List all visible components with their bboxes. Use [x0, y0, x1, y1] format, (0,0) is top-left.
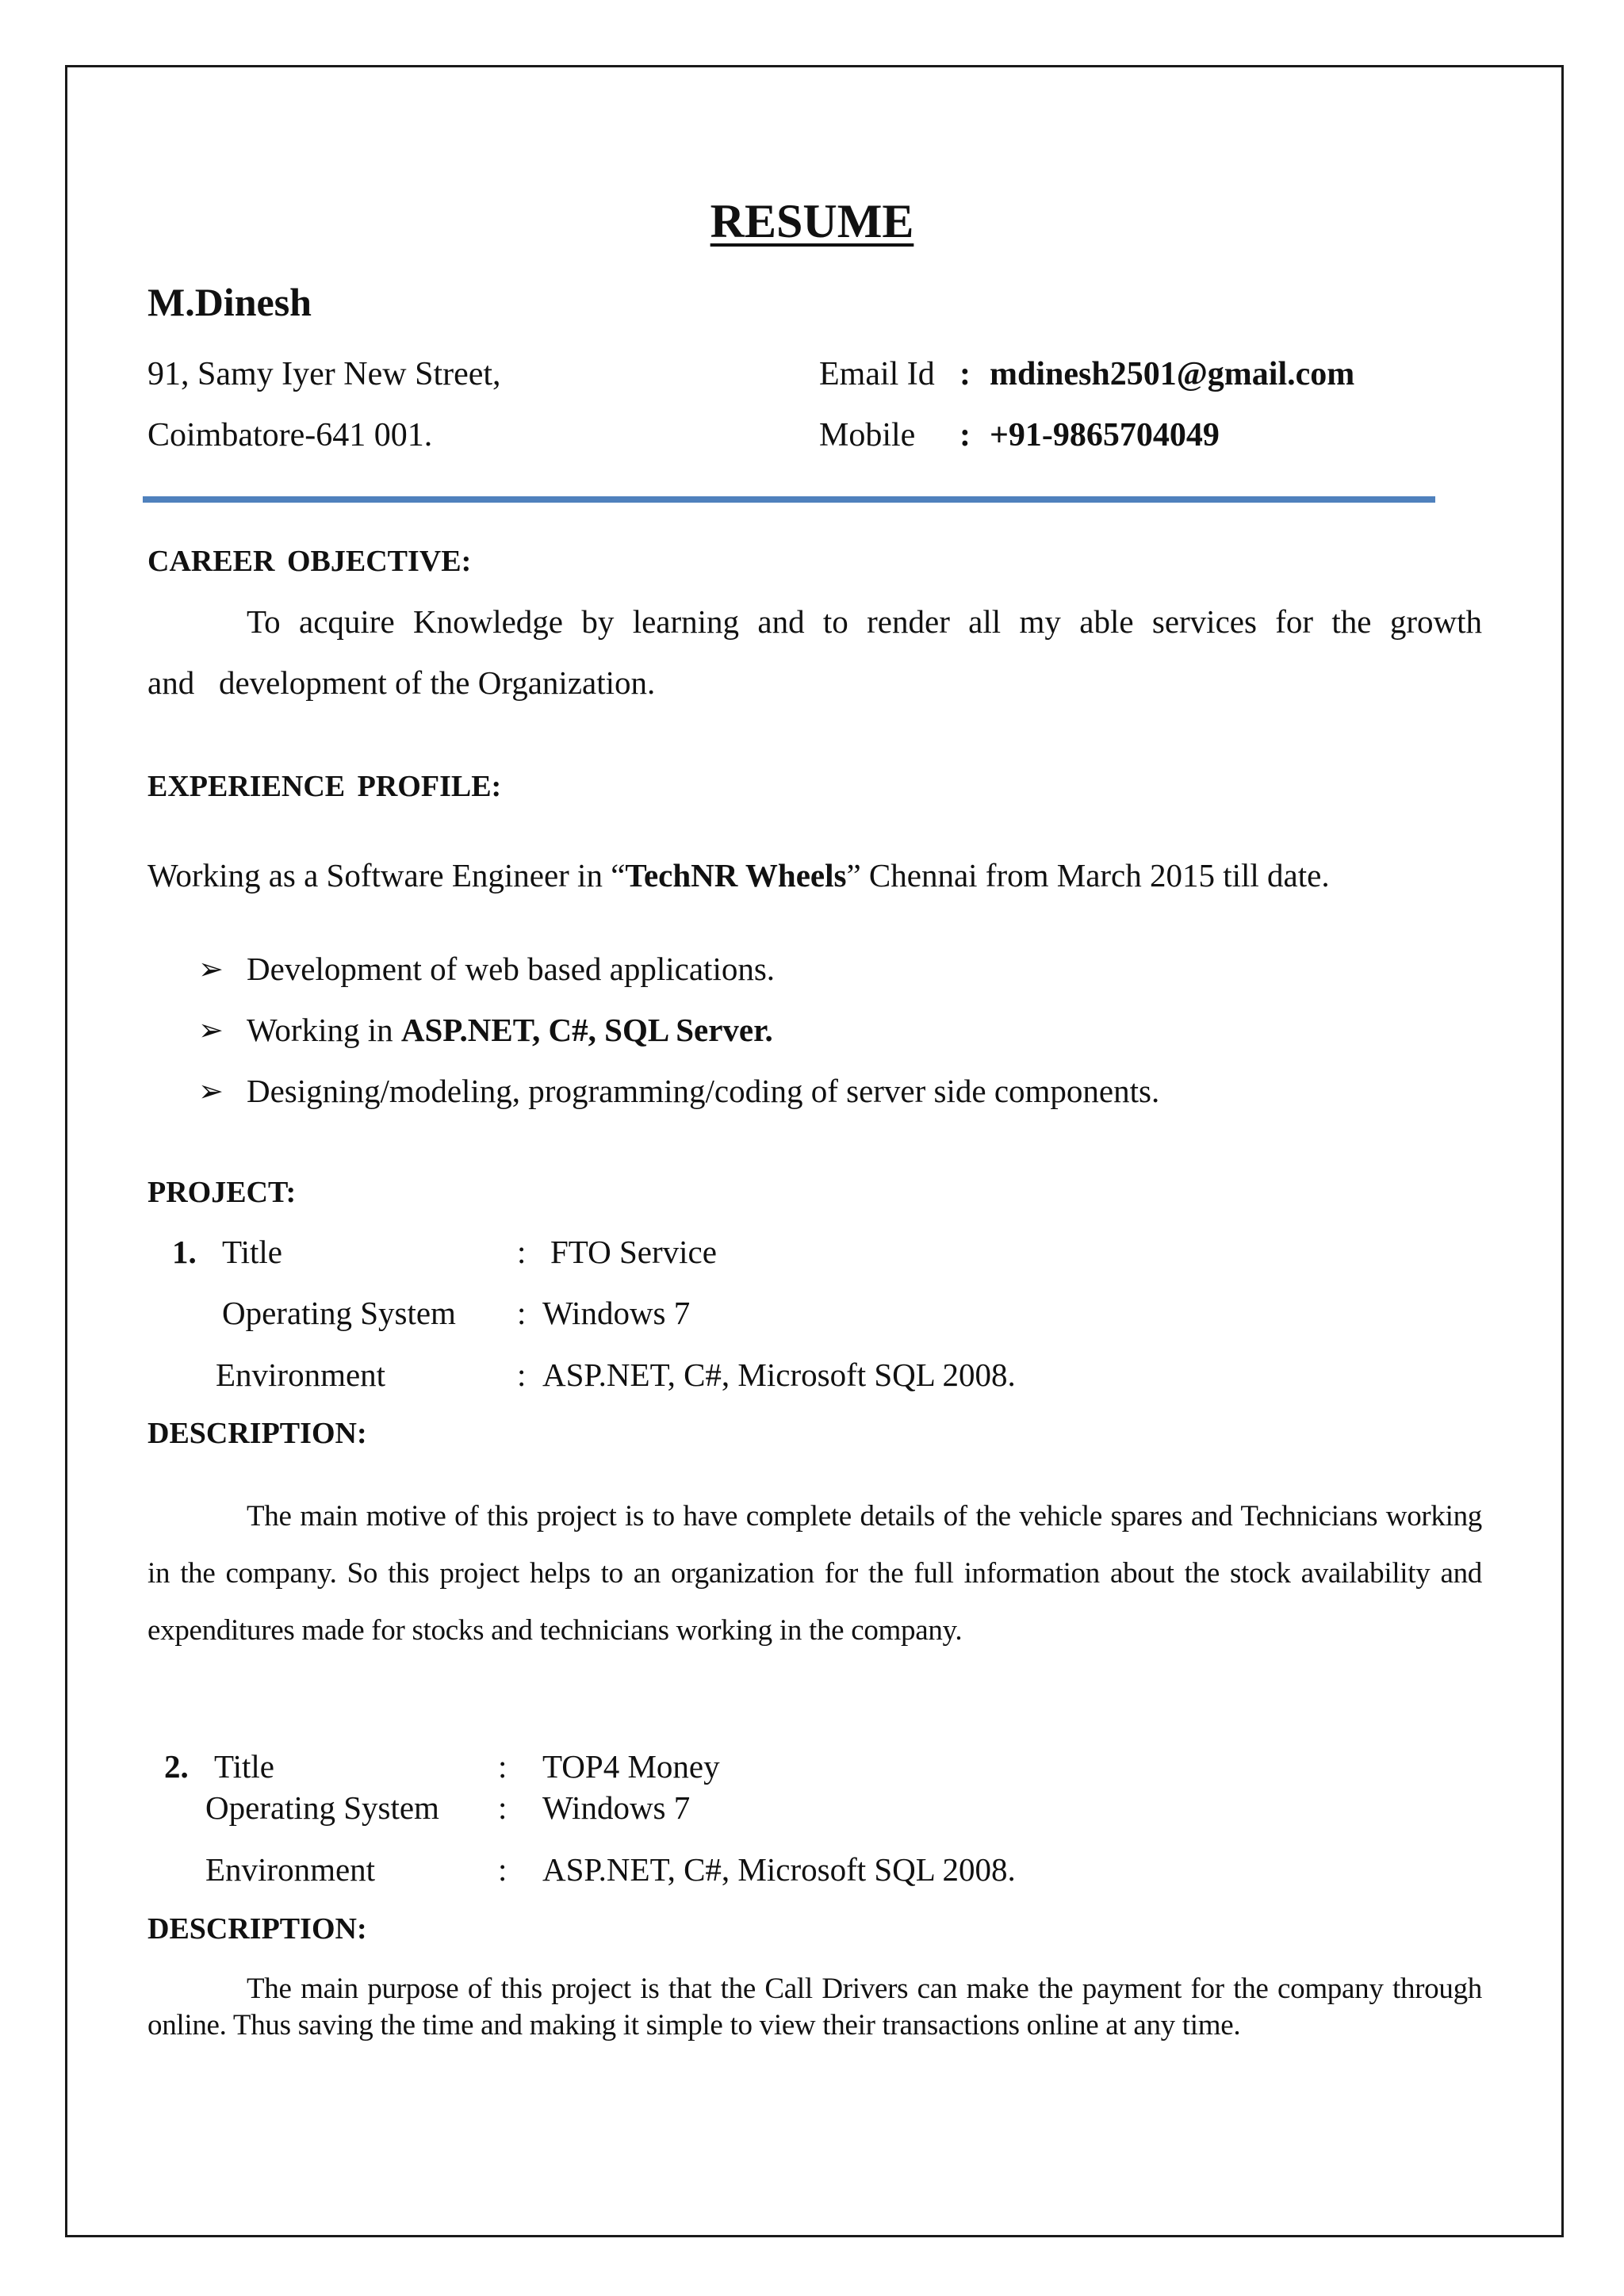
arrowhead-bullet-icon: ➢ — [198, 1075, 224, 1108]
experience-bullet-1: Development of web based applications. — [247, 951, 776, 987]
project-2-title-label: Title — [214, 1748, 274, 1785]
project-1-os-value: Windows 7 — [542, 1295, 691, 1331]
project-2-os-sep: : — [498, 1789, 508, 1826]
mobile-separator: : — [959, 417, 971, 453]
project-1-description: The main motive of this project is to have complete details of the vehicle spares and Technicians working in the company. So this project helps to an organization for the full information about the stock availability and expenditures made for stocks and technicians working in the company. — [147, 1500, 1482, 1647]
candidate-name: M.Dinesh — [147, 280, 312, 324]
project-2-description: The main purpose of this project is that the Call Drivers can make the payment for the company through online. Thus saving the time and making it simple to view their transactions online at any time. — [147, 1973, 1482, 2042]
project-2-description-heading: DESCRIPTION: — [147, 1912, 367, 1946]
project-1-title-sep: : — [517, 1234, 527, 1270]
project-1-env-sep: : — [517, 1357, 527, 1393]
project-1-description-heading: DESCRIPTION: — [147, 1417, 367, 1450]
project-1-env-label: Environment — [216, 1357, 386, 1393]
email-separator: : — [959, 356, 971, 392]
mobile-value: +91-9865704049 — [990, 417, 1220, 453]
project-2-env-value: ASP.NET, C#, Microsoft SQL 2008. — [542, 1851, 1016, 1888]
company-name: TechNR Wheels — [625, 857, 847, 894]
address-line-1: 91, Samy Iyer New Street, — [147, 356, 501, 392]
resume-title: RESUME — [710, 195, 914, 247]
experience-bullet-2: Working in ASP.NET, C#, SQL Server. — [247, 1012, 773, 1048]
project-2-env-sep: : — [498, 1851, 508, 1888]
experience-intro — [147, 856, 1330, 894]
project-1-title-value: FTO Service — [550, 1234, 717, 1270]
experience-bullet-3: Designing/modeling, programming/coding of server side components. — [247, 1073, 1160, 1109]
career-objective-line-1: To acquire Knowledge by learning and to render all my able services for the growth — [247, 603, 1482, 640]
address-line-2: Coimbatore-641 001. — [147, 417, 433, 453]
arrowhead-bullet-icon: ➢ — [198, 953, 224, 986]
experience-intro-suffix: ” Chennai from March 2015 till date. — [846, 857, 1330, 894]
project-2-env-label: Environment — [205, 1851, 376, 1888]
header-divider — [143, 496, 1435, 503]
project-2-title-value: TOP4 Money — [542, 1748, 720, 1785]
project-2-os-label: Operating System — [205, 1789, 439, 1826]
project-2-title-sep: : — [498, 1748, 508, 1785]
project-2-number: 2. — [164, 1748, 189, 1785]
project-1-os-label: Operating System — [222, 1295, 456, 1331]
experience-intro-prefix: Working as a Software Engineer in “ — [147, 857, 626, 894]
project-heading: PROJECT: — [147, 1176, 297, 1209]
project-1-title-label: Title — [222, 1234, 282, 1270]
project-2-os-value: Windows 7 — [542, 1789, 691, 1826]
email-label: Email Id — [819, 356, 935, 392]
arrowhead-bullet-icon: ➢ — [198, 1014, 224, 1047]
email-value: mdinesh2501@gmail.com — [990, 356, 1355, 392]
career-objective-heading: CAREER OBJECTIVE: — [147, 545, 472, 578]
mobile-label: Mobile — [819, 417, 916, 453]
project-1-env-value: ASP.NET, C#, Microsoft SQL 2008. — [542, 1357, 1016, 1393]
career-objective-line-2: and development of the Organization. — [147, 664, 656, 701]
experience-heading: EXPERIENCE PROFILE: — [147, 770, 502, 803]
project-1-number: 1. — [172, 1234, 197, 1270]
project-1-os-sep: : — [517, 1295, 527, 1331]
